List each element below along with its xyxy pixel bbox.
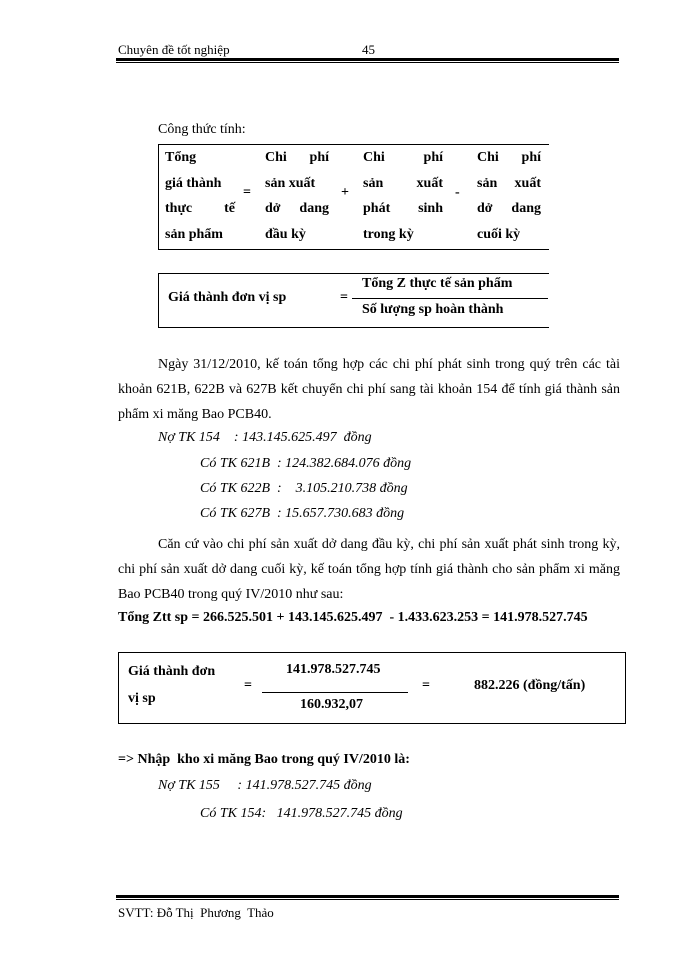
total-cost-line: Tổng Ztt sp = 266.525.501 + 143.145.625.497 - 1.433.623.253 = 141.978.527.745 <box>118 610 588 625</box>
equals-sign: = <box>244 678 252 693</box>
formula-text: thực tế <box>165 201 235 216</box>
header-rule-thin <box>116 62 619 63</box>
formula-text: Chi phí <box>265 150 329 165</box>
journal-credit-627b: Có TK 627B : 15.657.730.683 đồng <box>200 506 405 521</box>
formula-text: sản xuất <box>477 175 541 191</box>
formula-text: Chi phí <box>363 150 443 165</box>
formula-text: sản xuất <box>363 175 443 191</box>
page-number: 45 <box>362 42 375 57</box>
formula-col-closing <box>477 145 541 247</box>
formula-text: sản xuất <box>265 175 316 191</box>
minus-sign: - <box>455 185 460 200</box>
footer-rule-thin <box>116 899 619 900</box>
plus-sign: + <box>341 185 349 200</box>
equals-sign: = <box>340 290 348 305</box>
calc-numerator: 141.978.527.745 <box>286 662 381 677</box>
journal-credit-154: Có TK 154: 141.978.527.745 đồng <box>200 806 403 821</box>
equals-sign: = <box>243 185 251 200</box>
header-title: Chuyên đề tốt nghiệp <box>118 42 230 57</box>
paragraph-transfer: Ngày 31/12/2010, kế toán tổng hợp các chi phí phát sinh trong quý trên các tài khoản 621B, 622B và 627B kết chuyển chi phí sang tài khoản 154 để tính giá thành sản phẩm xi măng Bao PCB40. <box>118 357 620 422</box>
formula-text: cuối kỳ <box>477 226 521 242</box>
formula-text: đầu kỳ <box>265 226 306 242</box>
journal-debit-154: Nợ TK 154 : 143.145.625.497 đồng <box>158 430 372 445</box>
formula-text: sản phẩm <box>165 226 223 242</box>
unit-denominator: Số lượng sp hoàn thành <box>362 302 504 317</box>
formula-intro: Công thức tính: <box>158 122 246 137</box>
unit-numerator: Tổng Z thực tế sản phẩm <box>362 276 513 291</box>
formula-text: dở dang <box>265 201 329 216</box>
footer-student: SVTT: Đỗ Thị Phương Thảo <box>118 905 274 920</box>
formula-text: dở dang <box>477 201 541 216</box>
formula-text: phát sinh <box>363 201 443 216</box>
paragraph-calculation: Căn cứ vào chi phí sản xuất dở dang đầu kỳ, chi phí sản xuất phát sinh trong kỳ, chi phí sản xuất dở dang cuối kỳ, kế toán tổng hợp tính giá thành cho sản phẩm xi măng Bao PCB40 trong quý IV/2010 như sau: <box>118 537 620 602</box>
equals-sign: = <box>422 678 430 693</box>
journal-credit-622b: Có TK 622B : 3.105.210.738 đồng <box>200 481 408 496</box>
formula-col-opening <box>265 145 329 247</box>
footer-rule <box>116 895 619 898</box>
fraction-line <box>262 692 408 693</box>
formula-col-total <box>165 145 235 247</box>
formula-text: Chi phí <box>477 150 541 165</box>
total-cost-formula <box>158 144 549 250</box>
unit-price-label: Giá thành đơn vị sp <box>168 290 287 305</box>
header-rule <box>116 58 619 61</box>
import-heading: => Nhập kho xi măng Bao trong quý IV/2010 là: <box>118 752 410 767</box>
formula-text: giá thành <box>165 175 222 191</box>
formula-col-incurred <box>363 145 443 247</box>
calc-label-line2: vị sp <box>128 691 156 706</box>
calc-label-line1: Giá thành đơn <box>128 664 216 679</box>
formula-text: Tổng <box>165 150 197 165</box>
calc-result: 882.226 (đồng/tấn) <box>474 678 586 693</box>
calc-denominator: 160.932,07 <box>300 697 363 712</box>
journal-credit-621b: Có TK 621B : 124.382.684.076 đồng <box>200 456 412 471</box>
journal-debit-155: Nợ TK 155 : 141.978.527.745 đồng <box>158 778 372 793</box>
fraction-line <box>352 298 548 299</box>
formula-text: trong kỳ <box>363 226 414 242</box>
